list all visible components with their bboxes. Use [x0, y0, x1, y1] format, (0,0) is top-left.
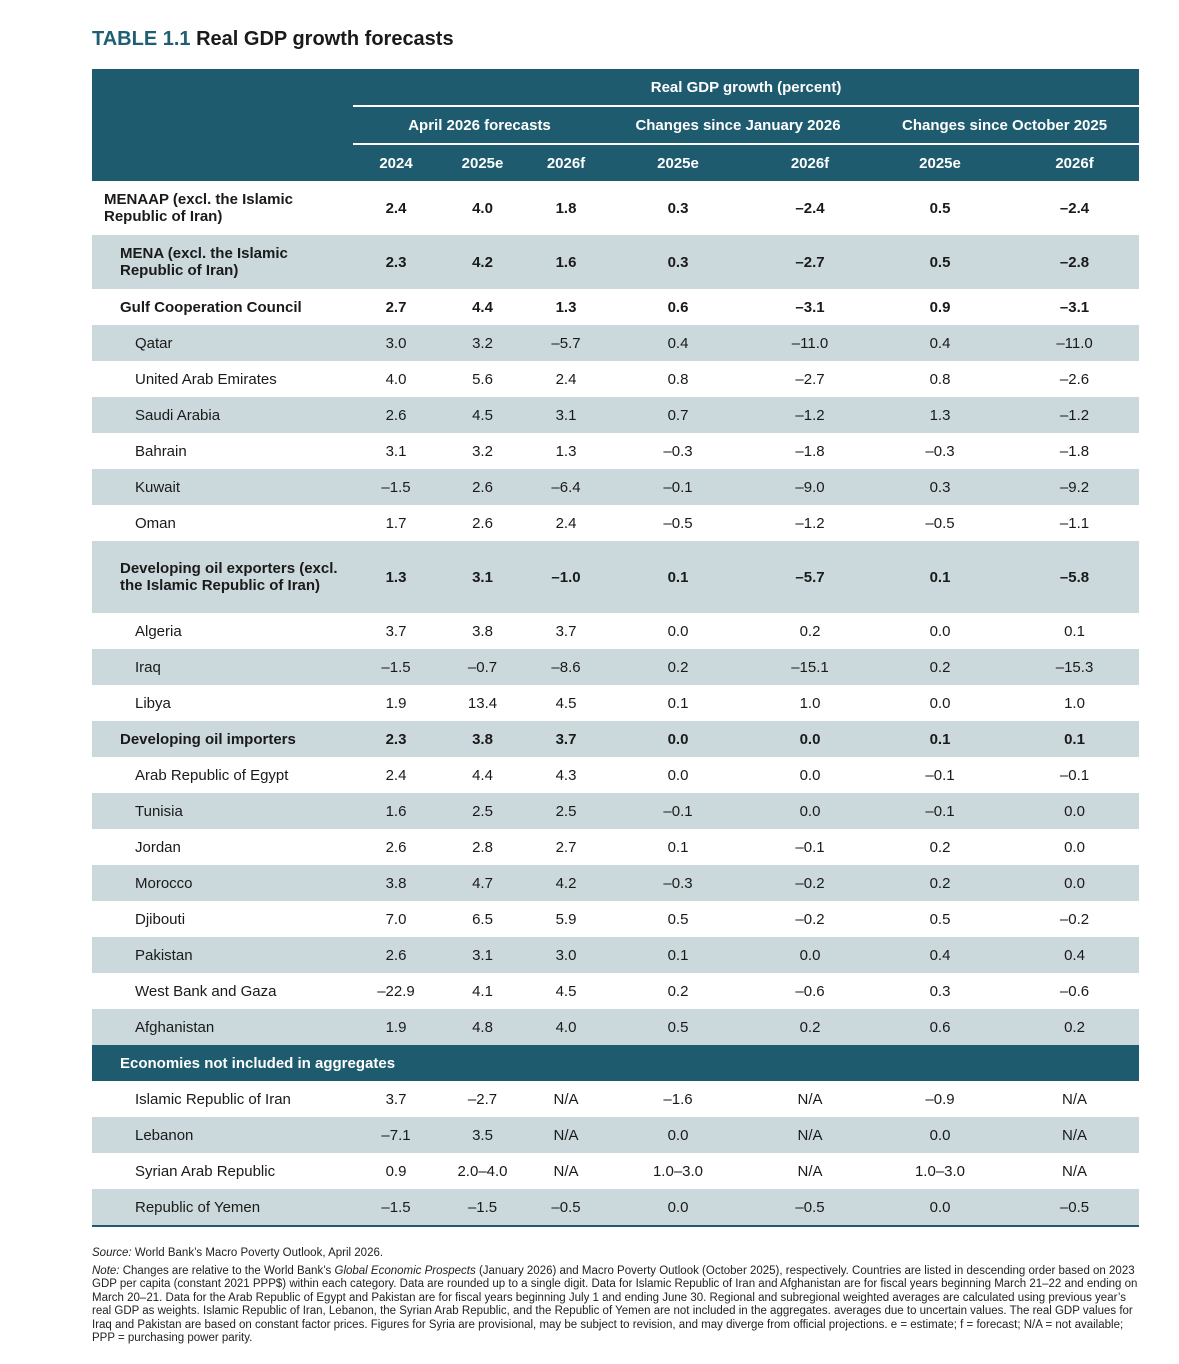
value-cell: –0.5 — [663, 514, 693, 532]
table-title-text: Real GDP growth forecasts — [196, 28, 454, 50]
value-cell: N/A — [1062, 1090, 1088, 1108]
value-cell: 0.3 — [667, 199, 689, 217]
table-row — [92, 1189, 1139, 1226]
value-cell: 3.7 — [555, 622, 577, 640]
value-cell: 4.0 — [472, 199, 493, 217]
value-cell: 2.0–4.0 — [457, 1162, 508, 1180]
value-cell: –2.7 — [795, 370, 825, 388]
value-cell: 0.0 — [606, 721, 750, 757]
row-label: Qatar — [92, 325, 353, 361]
value-cell: 0.5 — [667, 910, 689, 928]
header-group-january: Changes since January 2026 — [606, 106, 870, 144]
table-row — [92, 721, 1139, 757]
value-cell: –0.1 — [1059, 766, 1090, 784]
value-cell: 3.2 — [439, 325, 526, 361]
value-cell: –2.4 — [1059, 199, 1090, 217]
row-label: West Bank and Gaza — [135, 982, 277, 1000]
row-label: Gulf Cooperation Council — [120, 298, 302, 316]
value-cell: –0.1 — [795, 838, 825, 856]
value-cell: –0.2 — [750, 865, 870, 901]
table-row — [92, 325, 1139, 361]
value-cell: 4.0 — [526, 1009, 606, 1045]
value-cell: 0.0 — [799, 766, 821, 784]
value-cell: 0.6 — [667, 298, 689, 316]
table-row — [92, 181, 1139, 235]
table-row — [92, 793, 1139, 829]
value-cell: 2.6 — [353, 937, 439, 973]
value-cell: –1.5 — [353, 1189, 439, 1226]
value-cell: 4.5 — [439, 397, 526, 433]
table-row — [92, 397, 1139, 433]
header-year: 2024 — [353, 144, 439, 181]
row-label: Islamic Republic of Iran — [135, 1090, 291, 1108]
stub-header — [92, 69, 353, 181]
value-cell: –0.5 — [1010, 1189, 1139, 1226]
value-cell: –11.0 — [1010, 325, 1139, 361]
value-cell: 0.2 — [1010, 1009, 1139, 1045]
value-cell: 0.4 — [870, 325, 1010, 361]
value-cell: 4.2 — [439, 235, 526, 289]
value-cell: 7.0 — [385, 910, 407, 928]
table-row — [92, 433, 1139, 469]
value-cell: –0.3 — [925, 442, 955, 460]
value-cell: N/A — [553, 1090, 579, 1108]
table-row — [92, 649, 1139, 685]
value-cell: 0.8 — [667, 370, 689, 388]
table-row — [92, 757, 1139, 793]
value-cell: –1.6 — [663, 1090, 693, 1108]
value-cell: –1.8 — [1059, 442, 1090, 460]
row-label: Kuwait — [92, 469, 353, 505]
value-cell: 0.0 — [667, 622, 689, 640]
value-cell: –1.5 — [439, 1189, 526, 1226]
value-cell: 4.5 — [555, 694, 577, 712]
value-cell: 3.8 — [439, 721, 526, 757]
value-cell: 3.2 — [472, 442, 493, 460]
value-cell: 3.1 — [439, 937, 526, 973]
value-cell: 2.5 — [526, 793, 606, 829]
row-label: Jordan — [135, 838, 181, 856]
value-cell: –15.1 — [750, 649, 870, 685]
value-cell: 0.0 — [750, 721, 870, 757]
value-cell: 0.2 — [799, 622, 821, 640]
header-group-october: Changes since October 2025 — [870, 106, 1139, 144]
value-cell: –1.0 — [526, 541, 606, 613]
value-cell: 0.1 — [606, 937, 750, 973]
value-cell: 0.0 — [870, 1117, 1010, 1153]
value-cell: 0.3 — [929, 982, 951, 1000]
value-cell: –0.2 — [1059, 910, 1090, 928]
table-row — [92, 361, 1139, 397]
value-cell: –2.4 — [795, 199, 825, 217]
value-cell: 0.1 — [606, 541, 750, 613]
table-number: TABLE 1.1 — [92, 28, 191, 50]
value-cell: –1.8 — [795, 442, 825, 460]
value-cell: 2.4 — [385, 766, 407, 784]
value-cell: –2.8 — [1010, 235, 1139, 289]
table-notes — [92, 1247, 1140, 1350]
table-row — [92, 289, 1139, 325]
value-cell: 0.8 — [929, 370, 951, 388]
table-row — [92, 505, 1139, 541]
value-cell: –1.5 — [353, 469, 439, 505]
value-cell: 1.8 — [555, 199, 577, 217]
value-cell: 0.0 — [750, 937, 870, 973]
value-cell: 0.0 — [1010, 865, 1139, 901]
row-label: Iraq — [92, 649, 353, 685]
value-cell: 2.6 — [439, 469, 526, 505]
value-cell: –1.2 — [750, 397, 870, 433]
value-cell: 0.0 — [870, 1189, 1010, 1226]
value-cell: 0.2 — [870, 649, 1010, 685]
value-cell: 2.5 — [439, 793, 526, 829]
row-label: United Arab Emirates — [135, 370, 277, 388]
value-cell: 0.1 — [870, 721, 1010, 757]
row-label: MENA (excl. the Islamic Republic of Iran) — [92, 235, 353, 289]
row-label: Afghanistan — [92, 1009, 353, 1045]
value-cell: 3.8 — [472, 622, 493, 640]
value-cell: 3.1 — [439, 541, 526, 613]
value-cell: 1.0–3.0 — [914, 1162, 966, 1180]
value-cell: 2.7 — [385, 298, 407, 316]
table-row — [92, 865, 1139, 901]
value-cell: 3.1 — [526, 397, 606, 433]
table-row — [92, 469, 1139, 505]
header-top: Real GDP growth (percent) — [353, 69, 1139, 106]
value-cell: –5.7 — [750, 541, 870, 613]
value-cell: 0.2 — [606, 649, 750, 685]
value-cell: 4.4 — [472, 766, 493, 784]
value-cell: 3.0 — [353, 325, 439, 361]
gdp-table — [92, 69, 1139, 1227]
table-row — [92, 541, 1139, 613]
value-cell: 0.0 — [1010, 793, 1139, 829]
value-cell: N/A — [1062, 1162, 1088, 1180]
value-cell: –1.5 — [353, 649, 439, 685]
section-header-row — [92, 1045, 1139, 1081]
value-cell: –0.1 — [925, 766, 955, 784]
value-cell: 0.0 — [667, 766, 689, 784]
table-title — [92, 28, 454, 51]
value-cell: 0.3 — [870, 469, 1010, 505]
value-cell: 1.9 — [385, 694, 407, 712]
value-cell: 4.3 — [555, 766, 577, 784]
value-cell: 3.7 — [526, 721, 606, 757]
value-cell: 1.3 — [870, 397, 1010, 433]
header-year: 2026f — [750, 144, 870, 181]
value-cell: 0.4 — [870, 937, 1010, 973]
table-row — [92, 1081, 1139, 1117]
value-cell: 4.5 — [555, 982, 577, 1000]
value-cell: 1.0 — [1064, 694, 1085, 712]
value-cell: 4.7 — [439, 865, 526, 901]
value-cell: 1.3 — [555, 298, 577, 316]
value-cell: N/A — [797, 1162, 823, 1180]
value-cell: –2.7 — [467, 1090, 498, 1108]
value-cell: –15.3 — [1010, 649, 1139, 685]
value-cell: –0.1 — [870, 793, 1010, 829]
table-row — [92, 901, 1139, 937]
value-cell: 2.6 — [385, 838, 407, 856]
value-cell: 0.7 — [606, 397, 750, 433]
value-cell: 4.1 — [472, 982, 493, 1000]
value-cell: 0.0 — [929, 622, 951, 640]
header-group-april: April 2026 forecasts — [353, 106, 606, 144]
header-year: 2025e — [870, 144, 1010, 181]
value-cell: 1.6 — [353, 793, 439, 829]
table-row — [92, 1153, 1139, 1189]
value-cell: –7.1 — [353, 1117, 439, 1153]
value-cell: 6.5 — [472, 910, 493, 928]
value-cell: 0.2 — [929, 838, 951, 856]
value-cell: N/A — [750, 1117, 870, 1153]
value-cell: –22.9 — [377, 982, 415, 1000]
value-cell: 4.2 — [526, 865, 606, 901]
value-cell: 0.5 — [929, 910, 951, 928]
value-cell: 2.4 — [385, 199, 407, 217]
table-row — [92, 973, 1139, 1009]
value-cell: 0.9 — [929, 298, 951, 316]
value-cell: N/A — [1010, 1117, 1139, 1153]
row-label: Algeria — [135, 622, 182, 640]
value-cell: 13.4 — [467, 694, 498, 712]
value-cell: 1.0 — [799, 694, 821, 712]
value-cell: –8.6 — [526, 649, 606, 685]
row-label: Pakistan — [92, 937, 353, 973]
value-cell: –1.1 — [1059, 514, 1090, 532]
value-cell: 0.9 — [385, 1162, 407, 1180]
value-cell: 0.5 — [606, 1009, 750, 1045]
value-cell: 3.7 — [385, 1090, 407, 1108]
row-label: Republic of Yemen — [92, 1189, 353, 1226]
note-label: Note: — [92, 1264, 120, 1277]
value-cell: –0.3 — [663, 442, 693, 460]
value-cell: –0.1 — [606, 469, 750, 505]
value-cell: –9.2 — [1010, 469, 1139, 505]
value-cell: 3.5 — [439, 1117, 526, 1153]
value-cell: 2.7 — [555, 838, 577, 856]
header-year: 2025e — [439, 144, 526, 181]
value-cell: –0.1 — [606, 793, 750, 829]
value-cell: 4.0 — [385, 370, 407, 388]
note-part2: (January 2026) and Macro Poverty Outlook (October 2025), respectively. Countries are listed in descending order based on 2023 GDP per capita (constant 2021 PPP$) within each category. Data are rounded up to a single digit. Data for Islamic Republic of Iran and Afghanistan are for fiscal years beginning March 21–22 and ending on March 20–21. Data for the Arab Republic of Egypt and Pakistan are for fiscal years beginning July 1 and ending June 30. Regional and subregional weighted averages are calculated using previous year’s real GDP as weights. Islamic Republic of Iran, Lebanon, the Syrian Arab Republic, and the Republic of Yemen are not included in the aggregates. averages due to uncertain values. The real GDP values for Iraq and Pakistan are based on constant factor prices. Figures for Syria are provisional, may be subject to revision, and may diverge from official projections. e = estimate; f = forecast; N/A = not available; PPP = purchasing power parity. — [92, 1264, 1138, 1344]
note-text — [92, 1265, 1140, 1346]
value-cell: 0.4 — [1010, 937, 1139, 973]
value-cell: –0.5 — [925, 514, 955, 532]
value-cell: 2.6 — [353, 397, 439, 433]
source-text: World Bank’s Macro Poverty Outlook, April 2026. — [131, 1247, 384, 1259]
value-cell: –2.6 — [1059, 370, 1090, 388]
value-cell: 0.6 — [870, 1009, 1010, 1045]
value-cell: –1.2 — [795, 514, 825, 532]
value-cell: –0.7 — [439, 649, 526, 685]
row-label: Developing oil importers — [92, 721, 353, 757]
row-label: MENAAP (excl. the Islamic Republic of Iran) — [104, 191, 293, 225]
row-label: Djibouti — [135, 910, 186, 928]
value-cell: N/A — [797, 1090, 823, 1108]
row-label: Tunisia — [92, 793, 353, 829]
note-gep: Global Economic Prospects — [334, 1264, 476, 1277]
value-cell: N/A — [553, 1162, 579, 1180]
value-cell: 1.9 — [353, 1009, 439, 1045]
value-cell: 3.7 — [385, 622, 407, 640]
row-label: Arab Republic of Egypt — [135, 766, 289, 784]
note-part1: Changes are relative to the World Bank’s — [119, 1264, 335, 1277]
value-cell: –0.2 — [795, 910, 825, 928]
value-cell: –5.8 — [1010, 541, 1139, 613]
value-cell: 1.6 — [526, 235, 606, 289]
value-cell: –0.3 — [606, 865, 750, 901]
value-cell: 1.3 — [555, 442, 577, 460]
value-cell: 1.3 — [353, 541, 439, 613]
row-label: Syrian Arab Republic — [135, 1162, 276, 1180]
value-cell: 0.0 — [606, 1189, 750, 1226]
value-cell: 0.1 — [667, 838, 689, 856]
value-cell: 3.0 — [526, 937, 606, 973]
value-cell: 0.0 — [606, 1117, 750, 1153]
value-cell: 0.2 — [750, 1009, 870, 1045]
value-cell: N/A — [526, 1117, 606, 1153]
value-cell: –0.5 — [750, 1189, 870, 1226]
value-cell: 2.8 — [472, 838, 493, 856]
value-cell: 5.6 — [472, 370, 493, 388]
value-cell: 0.1 — [1064, 622, 1085, 640]
value-cell: 0.2 — [870, 865, 1010, 901]
value-cell: 2.4 — [555, 370, 577, 388]
source-label: Source: — [92, 1247, 132, 1259]
value-cell: 0.1 — [870, 541, 1010, 613]
value-cell: –0.5 — [526, 1189, 606, 1226]
header-year: 2026f — [526, 144, 606, 181]
value-cell: –9.0 — [750, 469, 870, 505]
value-cell: 0.0 — [750, 793, 870, 829]
value-cell: 2.4 — [555, 514, 577, 532]
row-label: Morocco — [92, 865, 353, 901]
header-year: 2025e — [606, 144, 750, 181]
value-cell: 0.3 — [606, 235, 750, 289]
value-cell: 0.5 — [929, 199, 951, 217]
table-row — [92, 685, 1139, 721]
value-cell: 3.1 — [385, 442, 407, 460]
value-cell: 0.1 — [1010, 721, 1139, 757]
value-cell: 0.1 — [667, 694, 689, 712]
value-cell: –2.7 — [750, 235, 870, 289]
table-row — [92, 1009, 1139, 1045]
value-cell: 2.3 — [353, 721, 439, 757]
value-cell: –0.9 — [925, 1090, 955, 1108]
value-cell: 4.4 — [472, 298, 493, 316]
value-cell: 4.8 — [439, 1009, 526, 1045]
table-row — [92, 829, 1139, 865]
value-cell: 5.9 — [555, 910, 577, 928]
value-cell: 2.6 — [472, 514, 493, 532]
table-row — [92, 1117, 1139, 1153]
value-cell: 2.3 — [353, 235, 439, 289]
value-cell: –0.6 — [795, 982, 825, 1000]
value-cell: –6.4 — [526, 469, 606, 505]
value-cell: 1.0–3.0 — [652, 1162, 704, 1180]
value-cell: 3.8 — [353, 865, 439, 901]
table-row — [92, 937, 1139, 973]
value-cell: –11.0 — [750, 325, 870, 361]
value-cell: –1.2 — [1010, 397, 1139, 433]
row-label: Saudi Arabia — [92, 397, 353, 433]
value-cell: 0.0 — [1064, 838, 1085, 856]
header-year: 2026f — [1010, 144, 1139, 181]
row-label: Lebanon — [92, 1117, 353, 1153]
value-cell: 0.0 — [929, 694, 951, 712]
row-label: Oman — [135, 514, 176, 532]
value-cell: 0.4 — [606, 325, 750, 361]
value-cell: –3.1 — [795, 298, 825, 316]
source-note — [92, 1247, 1140, 1261]
value-cell: –5.7 — [526, 325, 606, 361]
value-cell: –0.6 — [1059, 982, 1090, 1000]
row-label: Bahrain — [135, 442, 187, 460]
table-row — [92, 613, 1139, 649]
value-cell: 0.2 — [667, 982, 689, 1000]
section-label: Economies not included in aggregates — [92, 1045, 1139, 1081]
value-cell: –3.1 — [1059, 298, 1090, 316]
row-label: Developing oil exporters (excl. the Islamic Republic of Iran) — [92, 541, 353, 613]
value-cell: 1.7 — [385, 514, 407, 532]
table-row — [92, 235, 1139, 289]
value-cell: 0.5 — [870, 235, 1010, 289]
row-label: Libya — [135, 694, 171, 712]
